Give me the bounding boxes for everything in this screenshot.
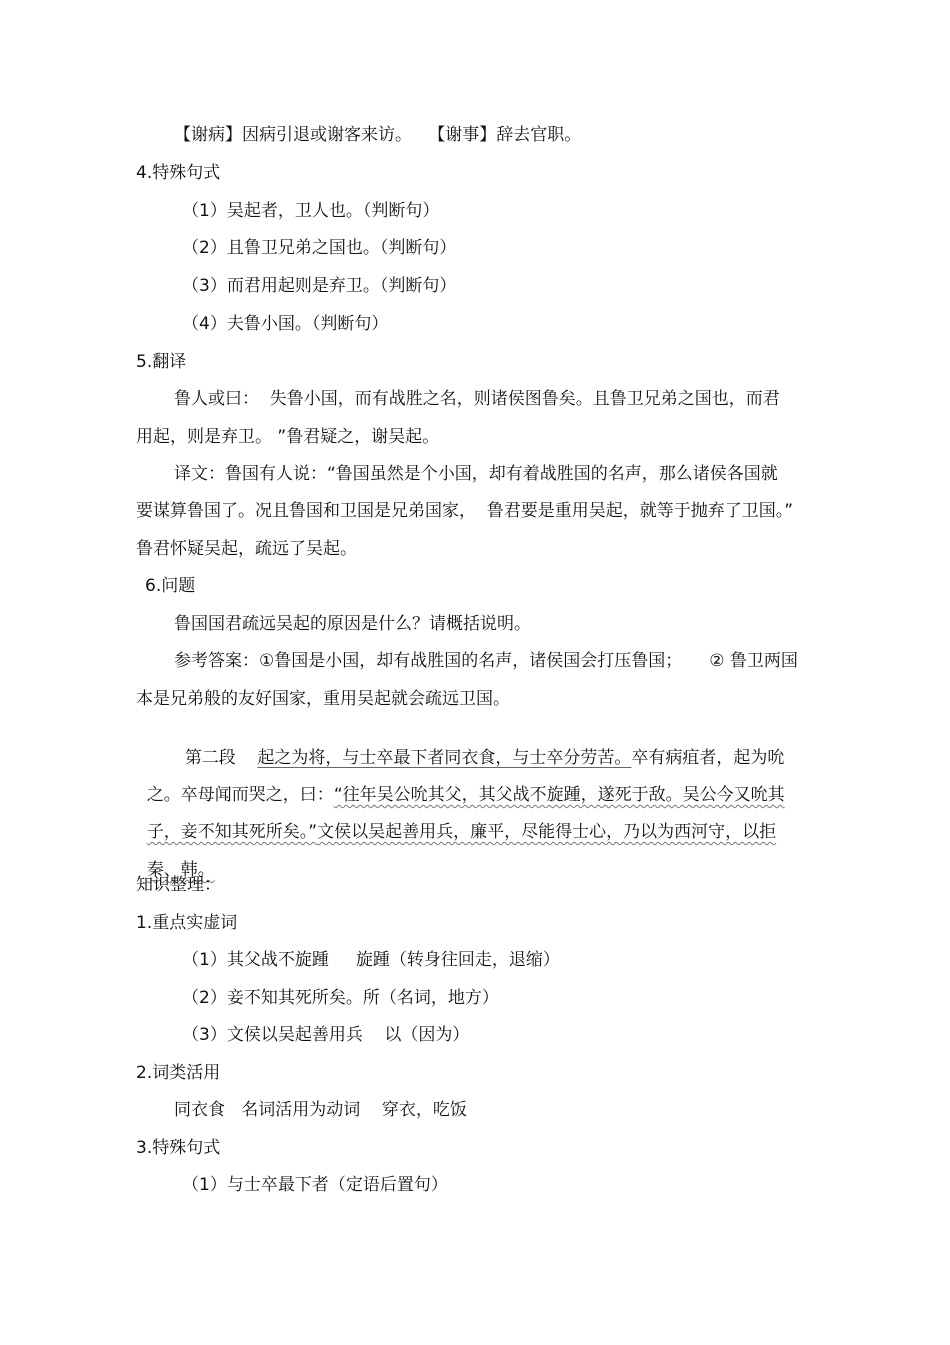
wavy-underlined-passage: “往年吴公吮其父，其父战不旋踵，遂死于敌。吴公今又吮其 [333,785,785,805]
key-word-item-2: （2）妾不知其死所矣。所（名词，地方） [182,988,499,1008]
answer-line-2: 本是兄弟般的友好国家，重用吴起就会疏远卫国。 [136,689,510,709]
sentence-item-4: （4）夫鲁小国。（判断句） [182,314,389,334]
underlined-passage: 起之为将，与士卒最下者同衣食，与士卒分劳苦。 [257,748,632,768]
section-heading-key-words: 1.重点实虚词 [136,913,238,933]
passage-text: 卒有病疽者，起为吮 [631,748,785,768]
answer-line-1: 参考答案：①鲁国是小国，却有战胜国的名声，诸侯国会打压鲁国； ② 鲁卫两国 [174,651,798,671]
key-word-item-3: （3）文侯以吴起善用兵 以（因为） [182,1025,470,1045]
section-heading-translation: 5.翻译 [136,352,187,372]
sentence-item-2: （2）且鲁卫兄弟之国也。（判断句） [182,238,457,258]
key-word-item-1: （1）其父战不旋踵 旋踵（转身往回走，退缩） [182,950,560,970]
wavy-underlined-passage: 子，妾不知其死所矣。” [146,822,318,842]
wavy-underlined-passage: 文侯以吴起善用兵，廉平，尽能得士心，乃以为西河守，以拒 [317,822,777,842]
section-heading-special-sentences: 4.特殊句式 [136,163,221,183]
section-heading-special-sentences-2: 3.特殊句式 [136,1138,221,1158]
wavy-underlined-passage: 秦、韩。 [146,860,215,880]
paragraph-two-line-3 [136,799,776,843]
paragraph-label: 第二段 [184,748,236,768]
original-text-line-2: 用起，则是弃卫。 ”鲁君疑之，谢吴起。 [136,427,440,447]
original-text-line-1: 鲁人或曰： 失鲁小国，而有战胜之名，则诸侯图鲁矣。且鲁卫兄弟之国也，而君 [174,389,780,409]
question-text: 鲁国国君疏远吴起的原因是什么？请概括说明。 [174,614,531,634]
vocab-line-xiebing: 【谢病】因病引退或谢客来访。 【谢事】辞去官职。 [174,125,582,145]
word-class-item: 同衣食 名词活用为动词 穿衣，吃饭 [174,1100,467,1120]
section-heading-question: 6.问题 [145,576,196,596]
section-heading-word-class: 2.词类活用 [136,1063,221,1083]
sentence-item-1: （1）吴起者，卫人也。（判断句） [182,201,440,221]
sentence-item-3: （3）而君用起则是弃卫。（判断句） [182,276,457,296]
knowledge-heading: 知识整理： [136,875,221,895]
translation-line-2: 要谋算鲁国了。况且鲁国和卫国是兄弟国家， 鲁君要是重用吴起，就等于抛弃了卫国。” [136,501,794,521]
translation-line-1: 译文：鲁国有人说：“鲁国虽然是个小国，却有着战胜国的名声，那么诸侯各国就 [174,464,778,484]
translation-line-3: 鲁君怀疑吴起，疏远了吴起。 [136,539,357,559]
passage-text: 之。卒母闻而哭之，曰： [146,785,334,805]
special-sentence-item: （1）与士卒最下者（定语后置句） [182,1175,448,1195]
